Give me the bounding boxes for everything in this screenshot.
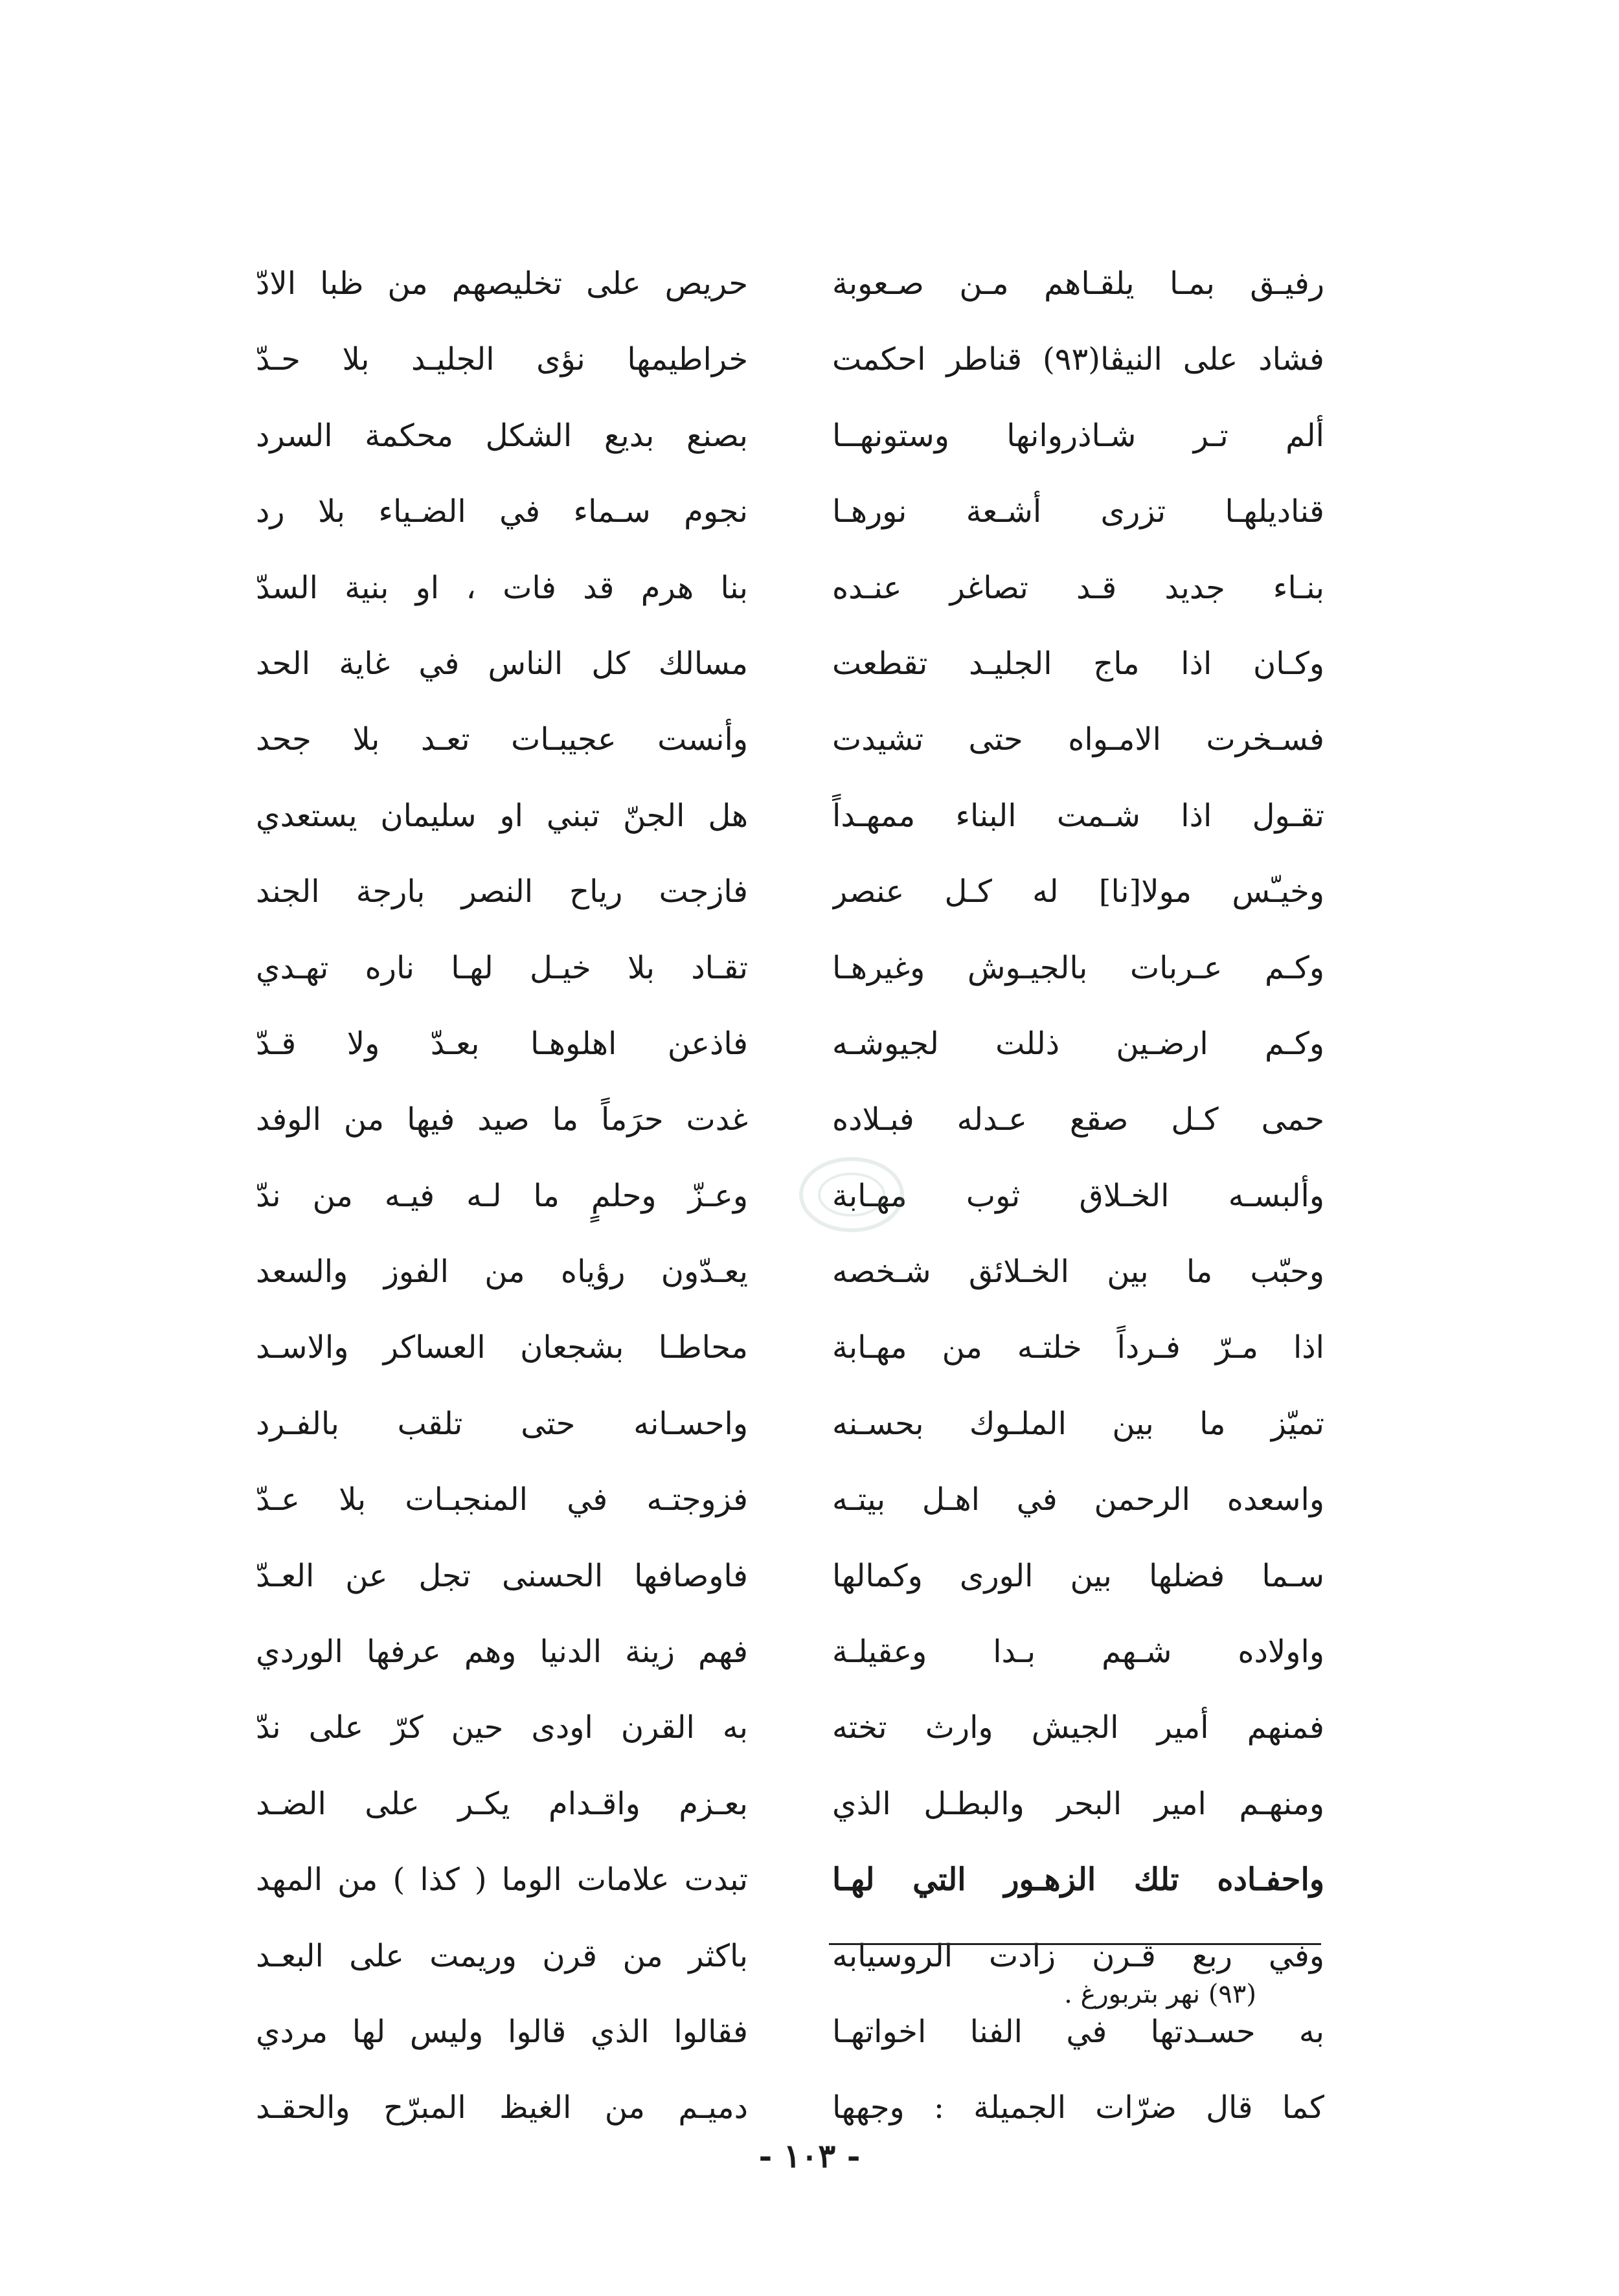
verse-line: به القرن اودى حين كرّ على ندّ [256,1709,748,1746]
page-number: - ١٠٣ - [758,2137,861,2175]
verse-line: كما قال ضرّات الجميلة : وجهها [832,2089,1324,2126]
verse-line: غدت حرَماً ما صيد فيها من الوفد [256,1101,748,1138]
verse-line: بنا هرم قد فات ، او بنية السدّ [256,569,748,606]
verse-line: فاذعن اهلوهـا بعـدّ ولا قـدّ [256,1025,748,1062]
verse-line: اذا مـرّ فـرداً خلتـه من مهـابة [832,1329,1324,1366]
verse-line: وألبسـه الخـلاق ثوب مهـابة [832,1177,1324,1214]
verse-line: قناديلهـا تزرى أشـعة نورهـا [832,493,1324,530]
verse-line: ألم تـر شـاذروانها وستونهــا [832,417,1324,454]
verse-line: واولاده شـهم بـدا وعقيلـة [832,1634,1324,1671]
verse-line: تقـول اذا شـمت البناء ممهـداً [832,797,1324,834]
verse-line: به حسـدتها في الفنا اخواتهـا [832,2013,1324,2050]
verse-line: فاوصافها الحسنى تجل عن العـدّ [256,1557,748,1594]
verse-line: دميـم من الغيظ المبرّح والحقـد [256,2089,748,2126]
left-column [256,246,748,2146]
verse-line: وفي ربع قـرن زادت الروسيابه [832,1937,1324,1974]
verse-line: واحفـاده تلك الزهـور التي لهـا [832,1862,1324,1898]
verse-line: هل الجنّ تبني او سليمان يستعدي [256,797,748,834]
verse-line: تبدت علامات الوما ( كذا ) من المهد [256,1862,748,1898]
verse-line: حمى كـل صقع عـدله فبـلاده [832,1101,1324,1138]
verse-line: يعـدّون رؤياه من الفوز والسعد [256,1254,748,1290]
verse-line: رفيـق بمـا يلقـاهم مـن صـعوبة [832,265,1324,302]
verse-line: مسالك كل الناس في غاية الحد [256,645,748,682]
verse-line: بصنع بديع الشكل محكمة السرد [256,417,748,454]
poem-verses [256,246,1324,2146]
verse-line: باكثر من قرن وريمت على البعـد [256,1937,748,1974]
verse-line: بنـاء جديد قـد تصاغر عنـده [832,569,1324,606]
verse-line: واحسـانه حتى تلقب بالفـرد [256,1405,748,1442]
verse-line: وخيـّس مولا[نا] له كـل عنصر [832,873,1324,910]
footnote-divider [829,1943,1321,1945]
verse-line: فزوجتـه في المنجبـات بلا عـدّ [256,1481,748,1518]
verse-line: بعـزم واقـدام يكـر على الضـد [256,1785,748,1822]
verse-line: فسـخرت الامـواه حتى تشيدت [832,721,1324,758]
verse-line: وكـم ارضـين ذللت لجيوشـه [832,1025,1324,1062]
footnote-93: (٩٣) نهر بتربورغ . [1064,1979,1256,2009]
verse-line: واسعده الرحمن في اهـل بيتـه [832,1481,1324,1518]
verse-line: تقـاد بلا خيـل لهـا ناره تهـدي [256,949,748,986]
verse-line: فازجت رياح النصر بارجة الجند [256,873,748,910]
verse-line: وعـزّ وحلمٍ ما لـه فيـه من ندّ [256,1177,748,1214]
verse-line: فقالوا الذي قالوا وليس لها مردي [256,2013,748,2050]
verse-line: فشاد على النيڤا(٩٣) قناطر احكمت [832,341,1324,378]
verse-line: تميّز ما بين الملـوك بحسـنه [832,1405,1324,1442]
verse-line: سـما فضلها بين الورى وكمالها [832,1557,1324,1594]
verse-line: ومنهـم امير البحر والبطـل الذي [832,1785,1324,1822]
verse-line: نجوم سـماء في الضـياء بلا رد [256,493,748,530]
verse-line: وكـان اذا ماج الجليـد تقطعت [832,645,1324,682]
verse-line: وحبّب ما بين الخـلائق شـخصه [832,1254,1324,1290]
verse-line: فهم زينة الدنيا وهم عرفها الوردي [256,1634,748,1671]
verse-line: خراطيمها نؤى الجليـد بلا حـدّ [256,341,748,378]
verse-line: وكـم عـربات بالجيـوش وغيرهـا [832,949,1324,986]
verse-line: فمنهم أمير الجيش وارث تخته [832,1709,1324,1746]
faint-watermark-stamp [797,1153,907,1237]
verse-line: حريص على تخليصهم من ظبا الادّ [256,265,748,302]
verse-line: محاطـا بشجعان العساكر والاسـد [256,1329,748,1366]
verse-line: وأنست عجيبـات تعـد بلا جحد [256,721,748,758]
